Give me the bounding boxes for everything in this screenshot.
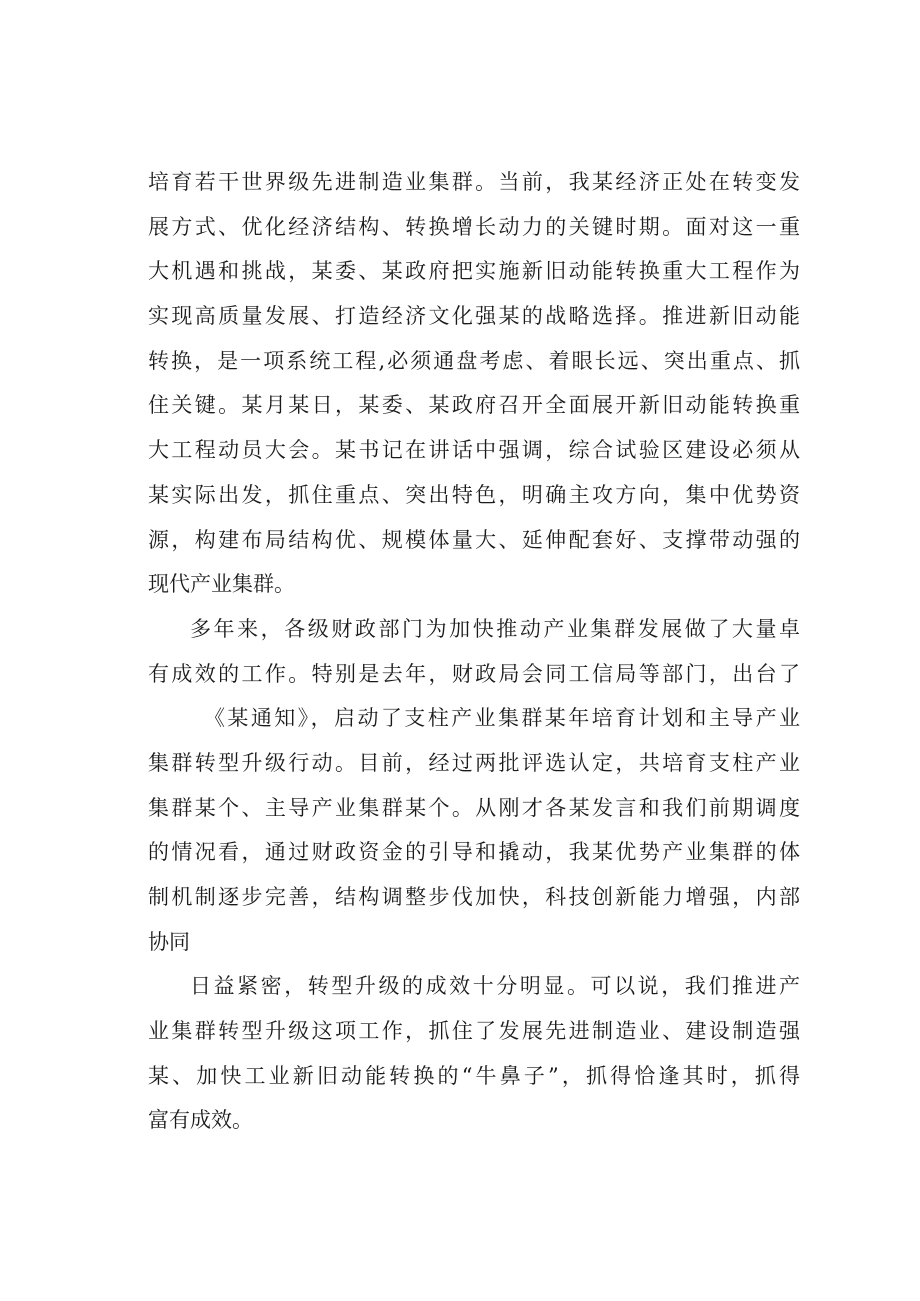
text-line: 转换，是一项系统工程,必须通盘考虑、着眼长远、突出重点、抓 [148, 348, 800, 373]
text-line: 源，构建布局结构优、规模体量大、延伸配套好、支撑带动强的 [148, 527, 800, 552]
text-line: 《某通知》，启动了支柱产业集群某年培育计划和主导产业 [204, 706, 800, 731]
text-line: 制机制逐步完善，结构调整步伐加快，科技创新能力增强，内部 [148, 885, 800, 909]
text-line: 培育若干世界级先进制造业集群。当前，我某经济正处在转变发 [148, 170, 800, 194]
text-line: 住关键。某月某日，某委、某政府召开全面展开新旧动能转换重 [148, 393, 800, 418]
paragraph-4 [148, 964, 800, 1143]
text-line: 协同 [148, 929, 190, 954]
document-body [148, 160, 800, 1143]
paragraph-1 [148, 160, 800, 607]
text-line: 大机遇和挑战，某委、某政府把实施新旧动能转换重大工程作为 [148, 259, 800, 284]
text-line: 日益紧密，转型升级的成效十分明显。可以说，我们推进产 [190, 974, 800, 999]
text-line: 实现高质量发展、打造经济文化强某的战略选择。推进新旧动能 [148, 304, 800, 329]
text-line: 某实际出发，抓住重点、突出特色，明确主攻方向，集中优势资 [148, 482, 800, 507]
text-line: 的情况看，通过财政资金的引导和撬动，我某优势产业集群的体 [148, 840, 800, 865]
text-line: 有成效的工作。特别是去年，财政局会同工信局等部门，出台了 [148, 661, 800, 686]
text-line: 大工程动员大会。某书记在讲话中强调，综合试验区建设必须从 [148, 438, 800, 463]
paragraph-2 [148, 607, 800, 696]
text-line: 集群某个、主导产业集群某个。从刚才各某发言和我们前期调度 [148, 795, 800, 820]
text-line: 集群转型升级行动。目前，经过两批评选认定，共培育支柱产业 [148, 750, 800, 775]
text-line: 多年来，各级财政部门为加快推动产业集群发展做了大量卓 [190, 616, 800, 641]
text-line: 富有成效。 [148, 1108, 253, 1133]
text-line: 业集群转型升级这项工作，抓住了发展先进制造业、建设制造强 [148, 1019, 800, 1044]
text-line: 某、加快工业新旧动能转换的“牛鼻子”，抓得恰逢其时，抓得 [148, 1063, 800, 1088]
paragraph-3 [148, 696, 800, 964]
text-line: 现代产业集群。 [148, 572, 295, 597]
text-line: 展方式、优化经济结构、转换增长动力的关键时期。面对这一重 [148, 214, 800, 239]
